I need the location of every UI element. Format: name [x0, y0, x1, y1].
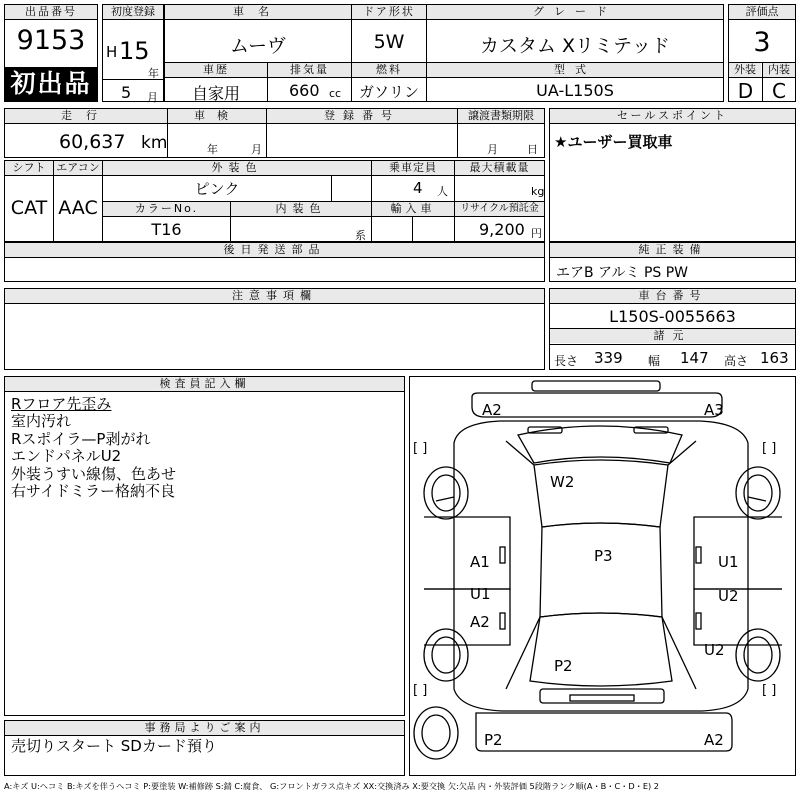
first-registration-box [102, 4, 164, 102]
interior-score: C [772, 79, 786, 103]
inspector-note-2: 室内汚れ [11, 412, 72, 430]
damage-mark-roof: W2 [550, 473, 575, 491]
length-label: 長さ [554, 354, 579, 368]
damage-mark-rear-bumper-left: P2 [484, 731, 503, 749]
ac-label: エアコン [54, 161, 102, 175]
bracket-left-lower: [ ] [413, 683, 428, 698]
sales-point-label: セールスポイント [550, 109, 795, 123]
color-number-label: カラーNo. [103, 202, 230, 216]
year-unit: 年 [148, 67, 159, 80]
fuel: ガソリン [358, 83, 419, 101]
inspector-note-5: 外装うすい線傷、色あせ [11, 465, 177, 483]
exterior-color-label: 外装色 [103, 161, 371, 175]
sales-point: ★ユーザー買取車 [554, 133, 673, 151]
inspector-note-1: Rフロア先歪み [11, 395, 112, 413]
car-outline-diagram [410, 377, 795, 775]
month-unit: 月 [147, 91, 158, 104]
shift-label: シフト [5, 161, 53, 175]
damage-mark-front-right: A3 [704, 401, 724, 419]
damage-mark-rear-window: P2 [554, 657, 573, 675]
specifications-label: 諸元 [550, 329, 795, 343]
first-listing-badge: 初出品 [5, 67, 97, 101]
damage-mark-left-rear-door-2: A2 [470, 613, 490, 631]
inspector-notes-box [4, 376, 405, 716]
overall-score: 3 [753, 27, 771, 58]
office-notice-label: 事務局よりご案内 [5, 721, 404, 735]
interior-color-suffix: 系 [355, 229, 366, 242]
later-parts-box [4, 242, 545, 282]
registration-year: 15 [119, 37, 150, 65]
office-notice-box [4, 720, 405, 776]
genuine-equipment-label: 純正装備 [550, 243, 795, 257]
import-label: 輸入車 [372, 202, 454, 216]
registration-month: 5 [121, 83, 132, 102]
air-conditioner: AAC [58, 197, 98, 219]
registration-number-label: 登録番号 [267, 109, 457, 123]
door-label: ドア形状 [352, 5, 426, 19]
damage-diagram [409, 376, 796, 776]
model-label: 型式 [427, 63, 723, 77]
recycle-unit: 円 [531, 227, 542, 240]
grade: カスタム Xリミテッド [479, 35, 671, 57]
sales-point-box [549, 108, 796, 242]
inspector-notes-label: 検査員記入欄 [5, 377, 404, 391]
legend: A:キズ U:ヘコミ B:キズを伴うヘコミ P:要塗装 W:補修跡 S:錆 C:腐食、 G:フロントガラス点キズ XX:交換済み X:要交換 欠:欠品 内・外装評価 5段階ランク順(A・B・C・D・E) 2 [4, 781, 660, 791]
genuine-equipment: エアB アルミ PS PW [556, 265, 689, 281]
bracket-left-upper: [ ] [413, 441, 428, 456]
inspector-note-3: Rスポイラ—P剥がれ [11, 430, 151, 448]
inspector-note-6: 右サイドミラー格納不良 [11, 482, 175, 500]
chassis-box [549, 288, 796, 370]
mileage-label: 走行 [5, 109, 167, 123]
later-parts-label: 後日発送部品 [5, 243, 544, 257]
score-label: 評価点 [729, 5, 795, 19]
chassis-number: L150S-0055663 [609, 307, 736, 326]
bracket-right-lower: [ ] [762, 683, 777, 698]
model-code: UA-L150S [536, 81, 614, 100]
damage-mark-rear-bumper-right: A2 [704, 731, 724, 749]
capacity: 4 [413, 179, 423, 197]
exterior-score: D [737, 79, 754, 103]
height: 163 [760, 349, 789, 367]
damage-mark-left-rear-door-1: U1 [470, 585, 491, 603]
lot-number: 9153 [16, 25, 86, 56]
inspection-label: 車検 [168, 109, 266, 123]
transfer-day-unit: 日 [527, 143, 538, 156]
transfer-deadline-label: 譲渡書類期限 [458, 109, 544, 123]
color-number: T16 [151, 220, 182, 239]
damage-mark-right-rear-door: U2 [718, 587, 739, 605]
inspection-month-unit: 月 [251, 143, 262, 156]
capacity-label: 乗車定員 [372, 161, 454, 175]
width: 147 [680, 349, 709, 367]
car-name: ムーヴ [229, 35, 287, 57]
recycle-deposit: 9,200 [479, 220, 525, 239]
damage-mark-left-front-door: A1 [470, 553, 490, 571]
door-shape: 5W [373, 31, 405, 53]
lot-number-box [4, 4, 98, 102]
exterior-color: ピンク [194, 180, 240, 198]
transfer-month-unit: 月 [487, 143, 498, 156]
inspector-note-4: エンドパネルU2 [11, 447, 122, 465]
era: H [106, 43, 118, 61]
car-name-label: 車名 [165, 5, 351, 19]
damage-mark-right-rear-fender: U2 [704, 641, 725, 659]
max-load-unit: kg [531, 185, 545, 198]
height-label: 高さ [724, 354, 749, 368]
score-box [728, 4, 796, 102]
mileage-row [4, 108, 545, 158]
length: 339 [594, 349, 623, 367]
displacement-label: 排気量 [268, 63, 351, 77]
interior-label: 内装 [763, 63, 795, 77]
damage-mark-cabin: P3 [594, 547, 613, 565]
mileage: 60,637 [59, 131, 126, 153]
interior-color-label: 内装色 [231, 202, 371, 216]
first-registration-label: 初度登録 [103, 5, 163, 19]
exterior-label: 外装 [729, 63, 761, 77]
damage-mark-front-left: A2 [482, 401, 502, 419]
max-load-label: 最大積載量 [455, 161, 544, 175]
grade-label: グレード [427, 5, 723, 19]
bracket-right-upper: [ ] [762, 441, 777, 456]
lot-number-label: 出品番号 [5, 5, 97, 19]
width-label: 幅 [648, 354, 661, 368]
capacity-unit: 人 [437, 185, 448, 198]
spec-row [4, 160, 545, 242]
inspection-year-unit: 年 [207, 143, 218, 156]
damage-mark-right-front-door: U1 [718, 553, 739, 571]
vehicle-history: 自家用 [191, 84, 240, 103]
caution-label: 注意事項欄 [5, 289, 544, 303]
shift: CAT [10, 197, 48, 219]
displacement: 660 [289, 81, 320, 100]
genuine-equipment-box [549, 242, 796, 282]
car-info-box [164, 4, 724, 102]
office-notice: 売切りスタート SDカード預り [11, 737, 217, 755]
caution-box [4, 288, 545, 370]
displacement-unit: cc [329, 87, 342, 100]
recycle-deposit-label: リサイクル預託金 [455, 202, 544, 216]
chassis-number-label: 車台番号 [550, 289, 795, 303]
history-label: 車歴 [165, 63, 267, 77]
fuel-label: 燃料 [352, 63, 426, 77]
mileage-unit: km [141, 133, 168, 153]
